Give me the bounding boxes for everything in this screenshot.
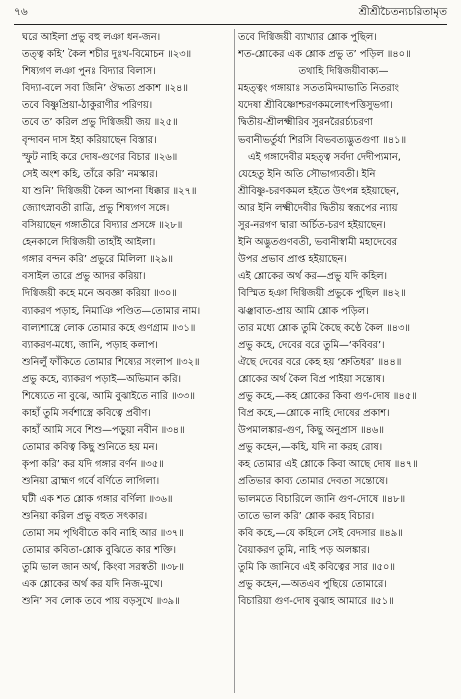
verse-line: শত-শ্লোকের এক শ্লোক প্রভু ত’ পড়িল ॥৪০॥ <box>238 49 411 61</box>
verse-line: শ্রীবিষ্ণু-চরণকমল হইতে উৎপন্ন হইয়াছেন, <box>238 185 400 197</box>
verse-line: প্রভু কহেন,—কহি, যদি না করহ রোষ। <box>238 442 383 454</box>
verse-line: প্রভু কহে,—কহ শ্লোকের কিবা গুণ-দোষ ॥৪৫॥ <box>238 390 417 402</box>
verse-line: সুর-নরগণ দ্বারা অর্চিত-চরণ হইয়াছেন। <box>238 220 386 232</box>
verse-line: বিস্মিত হঞা দিগ্বিজয়ী প্রভুকে পুছিল ॥৪২॥ <box>238 288 406 300</box>
verse-line: বিচারিয়া গুণ-দোষ বুঝাহ আমারে ॥৫১॥ <box>238 596 394 608</box>
running-title: শ্রীশ্রীচৈতন্যচরিতামৃত <box>358 6 447 18</box>
verse-line: তোমার কবিতা-শ্লোক বুঝিতে কার শক্তি। <box>22 544 176 556</box>
verse-line: দ্বিতীয়-শ্রীলক্ষ্মীরিব সুরনরৈরর্চ্যচরণা <box>238 117 373 129</box>
verse-line: বাল্যশাস্ত্রে লোক তোমার কহে গুণগ্রাম ॥৩১॥ <box>22 322 196 334</box>
verse-line: সেই অংশ কহি, তাঁরে করি’ নমস্কার। <box>22 168 158 180</box>
verse-line: উপর প্রভাব প্রাপ্ত হইয়াছেন। <box>238 254 347 266</box>
left-column <box>22 29 231 610</box>
verse-line: তাতে ভাল করি’ শ্লোক করহ বিচার। <box>238 510 375 522</box>
verse-line: গঙ্গার বন্দন করি’ প্রভুরে মিলিলা ॥২৯॥ <box>22 254 173 266</box>
verse-line: ব্যাকরণ-মধ্যে, জানি, পড়াহ কলাপ। <box>22 339 158 351</box>
verse-line: বিদ্যা-বলে সবা জিনি’ ঔদ্ধত্য প্রকাশ ॥২৪॥ <box>22 83 188 95</box>
verse-line: ঝঞ্ঝাবাত-প্রায় আমি শ্লোক পড়িল। <box>238 305 369 317</box>
verse-line: তত্ত্ব কহি’ কৈল শচীর দুঃখ-বিমোচন ॥২৩॥ <box>22 49 192 61</box>
verse-line: যেহেতু ইনি অতি সৌভাগ্যবতী। ইনি <box>238 168 376 180</box>
verse-line: বৃন্দাবন দাস ইহা করিয়াছেন বিস্তার। <box>22 134 157 146</box>
verse-line: ঐছে দেবের বরে কেহ হয় ‘শ্রুতিধর’ ॥৪৪॥ <box>238 356 402 368</box>
page-header <box>14 6 447 22</box>
verse-line: উপমালঙ্কার-গুণ, কিছু অনুপ্রাস ॥৪৬॥ <box>238 425 384 437</box>
verse-line: হেনকালে দিগ্বিজয়ী তাহাঁই আইলা। <box>22 237 156 249</box>
verse-line: জ্যোৎস্নাবতী রাত্রি, প্রভু শিষ্যগণ সঙ্গে। <box>22 202 170 214</box>
verse-line: বিপ্র কহে,—শ্লোকে নাহি দোষের প্রকাশ। <box>238 408 390 420</box>
column-divider <box>234 29 235 693</box>
verse-line: ভালমতে বিচারিলে জানি গুণ-দোষে ॥৪৮॥ <box>238 493 406 505</box>
verse-line: তোমা সম পৃথিবীতে কবি নাহি আর ॥৩৭॥ <box>22 527 184 539</box>
verse-line: প্রভু কহে, দেবের বরে তুমি—‘কবিবর’। <box>238 339 385 351</box>
page-number: ৭৬ <box>14 6 28 18</box>
verse-line: তথাহি দিগ্বিজয়ীবাক্য— <box>298 66 389 78</box>
verse-line: কাহাঁ তুমি সর্বশাস্ত্রে কবিত্বে প্রবীণ। <box>22 408 151 420</box>
verse-line: শিষ্যেতে না বুঝে, আমি বুঝাইতে নারি ॥৩৩॥ <box>22 390 195 402</box>
header-rule <box>14 24 447 25</box>
right-column <box>238 29 449 610</box>
verse-line: কাহাঁ আমি সবে শিশু—পড়ুয়া নবীন ॥৩৪॥ <box>22 425 185 437</box>
verse-line: শিষ্যগণ লঞা পুনঃ বিদ্যার বিলাস। <box>22 66 156 78</box>
verse-line: তবে ত’ করিল প্রভু দিগ্বিজয়ী জয় ॥২৫॥ <box>22 117 178 129</box>
verse-line: বসিয়াছেন গঙ্গাতীরে বিদ্যার প্রসঙ্গে ॥২৮॥ <box>22 220 183 232</box>
verse-line: তবে বিষ্ণুপ্রিয়া-ঠাকুরাণীর পরিণয়। <box>22 100 153 112</box>
verse-line: এক শ্লোকের অর্থ কর যদি নিজ-মুখে। <box>22 579 163 590</box>
verse-line: শুনিলুঁ ফাঁকিতে তোমার শিষ্যের সংলাপ ॥৩২॥ <box>22 356 200 368</box>
verse-line: শুনিয়া করিল প্রভু বহুত সৎকার। <box>22 510 148 522</box>
verse-line: প্রতিভার কাব্য তোমার দেবতা সন্তোষে। <box>238 476 388 488</box>
verse-line: তার মধ্যে শ্লোক তুমি কৈছে কণ্ঠে কৈল ॥৪৩॥ <box>238 322 410 334</box>
verse-line: তোমার কবিত্ব কিছু শুনিতে হয় মন। <box>22 442 158 454</box>
verse-line: প্রভু কহে, ব্যাকরণ পড়াই—অভিমান করি। <box>22 373 181 385</box>
verse-line: তবে দিগ্বিজয়ী ব্যাখ্যার শ্লোক পুছিল। <box>238 32 377 43</box>
verse-line: বসাইল তারে প্রভু আদর করিয়া। <box>22 271 146 283</box>
verse-line: যদেষা শ্রীবিষ্ণোশ্চরণকমলোৎপত্তিসুভগা। <box>238 100 393 112</box>
verse-line: ঘরে আইলা প্রভু বহু লঞা ধন-জন। <box>22 32 161 43</box>
verse-line: কহ তোমার এই শ্লোকে কিবা আছে দোষ ॥৪৭॥ <box>238 459 418 471</box>
verse-line: প্রভু কহেন,—অতএব পুছিয়ে তোমারে। <box>238 579 387 590</box>
verse-line: ঘটী এক শত শ্লোক গঙ্গার বর্ণিলা ॥৩৬॥ <box>22 493 173 505</box>
verse-line: এই গঙ্গাদেবীর মহত্ত্ব সর্বদা দেদীপ্যমান, <box>248 151 401 163</box>
verse-line: আর ইনি লক্ষ্মীদেবীর দ্বিতীয় স্বরূপের ন্যায় <box>238 202 398 214</box>
verse-line: কবি কহে,—যে কহিলে সেই বেদসার ॥৪৯॥ <box>238 527 403 539</box>
verse-line: ব্যাকরণ পড়াহ, নিমাঞি পণ্ডিত—তোমার নাম। <box>22 305 201 317</box>
verse-line: দিগ্বিজয়ী কহে মনে অবজ্ঞা করিয়া ॥৩০॥ <box>22 288 177 300</box>
verse-line: যা শুনি’ দিগ্বিজয়ী কৈল আপনা ধিক্কার ॥২৭॥ <box>22 185 197 197</box>
verse-line: শ্লোকের অর্থ কৈল বিপ্র পাইয়া সন্তোষ। <box>238 373 385 385</box>
verse-line: শুনিয়া ব্রাহ্মণ গর্বে বর্ণিতে লাগিলা। <box>22 476 160 488</box>
verse-line: তুমি কি জানিবে এই কবিত্বের সার ॥৫০॥ <box>238 561 395 573</box>
verse-line: তুমি ভাল জান অর্থ, কিংবা সরস্বতী ॥৩৮॥ <box>22 561 184 573</box>
verse-line: কৃপা করি’ কর যদি গঙ্গার বর্ণন ॥৩৫॥ <box>22 459 164 471</box>
verse-line: বৈয়াকরণ তুমি, নাহি পড় অলঙ্কার। <box>238 544 370 556</box>
verse-line: ভবানীভর্তুর্যা শিরসি বিভবত্যদ্ভুতগুণা ॥৪১॥ <box>238 134 407 146</box>
verse-line: ইনি অদ্ভুতগুণবতী, ভবানীস্বামী মহাদেবের <box>238 237 398 249</box>
verse-line: স্ফুট নাহি করে দোষ-গুণের বিচার ॥২৬॥ <box>22 151 178 163</box>
verse-line: এই শ্লোকের অর্থ কর—প্রভু যদি কহিল। <box>238 271 387 283</box>
verse-line: মহত্ত্বং গঙ্গায়াঃ সততমিদমাভাতি নিতরাং <box>238 83 399 95</box>
verse-line: শুনি’ সব লোক তবে পায় বড়সুখে ॥৩৯॥ <box>22 596 180 608</box>
